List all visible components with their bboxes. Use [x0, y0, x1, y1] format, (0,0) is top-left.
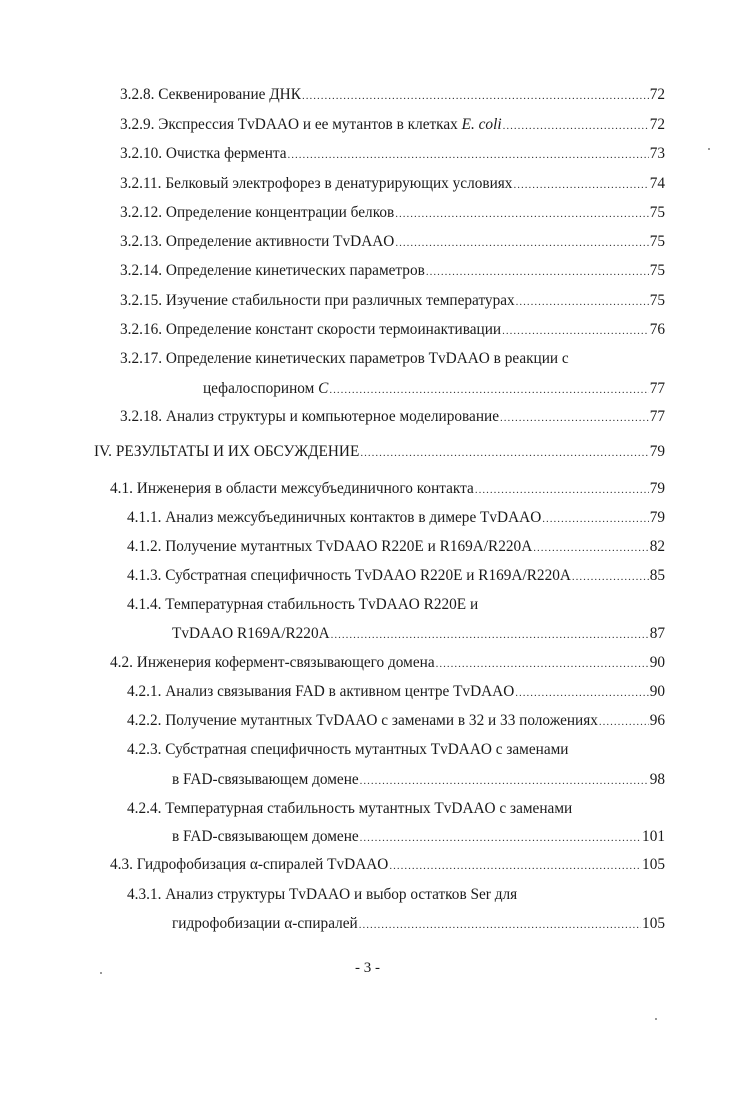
dot-leader — [500, 408, 649, 428]
entry-page: 101 — [642, 828, 665, 845]
toc-entry-continuation — [172, 624, 665, 644]
dot-leader — [360, 443, 648, 463]
entry-page: 82 — [649, 538, 665, 555]
dot-leader — [599, 712, 649, 732]
toc-entry — [127, 595, 665, 615]
entry-page: 105 — [642, 856, 665, 873]
entry-title: 4.2.2. Получение мутантных TvDAAO с заменами в 32 и 33 положениях — [127, 712, 598, 729]
toc-entry — [127, 740, 665, 760]
scan-speck — [100, 972, 102, 974]
toc-entry — [127, 508, 665, 528]
toc-entry-continuation — [203, 379, 665, 399]
entry-page: 105 — [642, 915, 665, 932]
dot-leader — [475, 480, 649, 500]
entry-page: 96 — [649, 712, 665, 729]
toc-section — [110, 653, 665, 673]
toc-section — [110, 855, 665, 875]
toc-entry — [127, 711, 665, 731]
toc-entry — [120, 203, 665, 223]
entry-title: 3.2.8. Секвенирование ДНК — [120, 86, 301, 103]
toc-entry — [120, 349, 665, 369]
toc-entry — [120, 291, 665, 311]
dot-leader — [360, 771, 649, 791]
scan-speck — [655, 1018, 657, 1020]
entry-title: 4.1.1. Анализ межсубъединичных контактов в димере TvDAAO — [127, 509, 542, 526]
toc-entry-continuation — [172, 914, 665, 934]
toc-entry — [127, 566, 665, 586]
entry-title: 4.2.3. Субстратная специфичность мутантных TvDAAO с заменами — [127, 741, 569, 758]
entry-page: 85 — [649, 567, 665, 584]
entry-title: 4.1.2. Получение мутантных TvDAAO R220E и R169A/R220A — [127, 538, 533, 555]
toc-entry — [120, 174, 665, 194]
toc-entry — [127, 537, 665, 557]
dot-leader — [513, 175, 648, 195]
dot-leader — [503, 116, 649, 136]
toc-entry — [127, 799, 665, 819]
dot-leader — [515, 683, 648, 703]
entry-page: 75 — [649, 233, 665, 250]
entry-page: 79 — [649, 509, 665, 526]
dot-leader — [288, 145, 649, 165]
entry-title: 3.2.15. Изучение стабильности при различных температурах — [120, 292, 515, 309]
entry-title: IV. РЕЗУЛЬТАТЫ И ИХ ОБСУЖДЕНИЕ — [94, 443, 360, 460]
dot-leader — [302, 86, 649, 106]
scan-speck — [708, 148, 710, 150]
entry-page: 75 — [649, 292, 665, 309]
dot-leader — [542, 509, 648, 529]
entry-title: 3.2.13. Определение активности TvDAAO — [120, 233, 395, 250]
entry-page: 98 — [649, 771, 665, 788]
entry-title: 4.2.1. Анализ связывания FAD в активном центре TvDAAO — [127, 683, 515, 700]
dot-leader — [360, 828, 641, 848]
dot-leader — [389, 856, 641, 876]
entry-title: 4.3.1. Анализ структуры TvDAAO и выбор остатков Ser для — [127, 886, 518, 903]
entry-title: 4.2.4. Температурная стабильность мутантных TvDAAO с заменами — [127, 800, 573, 817]
entry-page: 75 — [649, 204, 665, 221]
dot-leader — [331, 625, 649, 645]
dot-leader — [395, 233, 648, 253]
dot-leader — [516, 292, 649, 312]
entry-title: 4.3. Гидрофобизация α-спиралей TvDAAO — [110, 856, 389, 873]
toc-entry-continuation — [172, 827, 665, 847]
entry-title: 3.2.12. Определение концентрации белков — [120, 204, 395, 221]
entry-title: 3.2.10. Очистка фермента — [120, 145, 287, 162]
entry-page: 73 — [649, 145, 665, 162]
entry-title: в FAD-связывающем домене — [172, 771, 359, 788]
entry-title: 3.2.14. Определение кинетических параметров — [120, 262, 425, 279]
entry-title: 3.2.17. Определение кинетических параметров TvDAAO в реакции с — [120, 350, 569, 367]
toc-entry — [120, 85, 665, 105]
toc-entry-continuation — [172, 770, 665, 790]
entry-title: 3.2.9. Экспрессия TvDAAO и ее мутантов в клетках E. coli — [120, 116, 502, 133]
entry-page: 87 — [649, 625, 665, 642]
dot-leader — [572, 567, 649, 587]
entry-page: 90 — [649, 683, 665, 700]
dot-leader — [436, 654, 649, 674]
dot-leader — [502, 321, 649, 341]
entry-page: 72 — [649, 116, 665, 133]
entry-page: 72 — [649, 86, 665, 103]
dot-leader — [395, 204, 648, 224]
entry-title: цефалоспорином C — [203, 380, 329, 397]
dot-leader — [329, 380, 648, 400]
toc-entry — [120, 320, 665, 340]
toc-entry — [127, 885, 665, 905]
toc-entry — [120, 144, 665, 164]
toc-section — [110, 479, 665, 499]
entry-page: 77 — [649, 408, 665, 425]
toc-chapter — [94, 442, 665, 462]
entry-title: 4.1.3. Субстратная специфичность TvDAAO R220E и R169A/R220A — [127, 567, 571, 584]
toc-entry — [120, 115, 665, 135]
entry-title: TvDAAO R169A/R220A — [172, 625, 330, 642]
entry-page: 79 — [649, 480, 665, 497]
entry-page: 90 — [649, 654, 665, 671]
entry-page: 79 — [649, 443, 665, 460]
entry-title: 3.2.18. Анализ структуры и компьютерное моделирование — [120, 408, 500, 425]
entry-title: в FAD-связывающем домене — [172, 828, 359, 845]
entry-title: 4.1. Инженерия в области межсубъединичного контакта — [110, 480, 474, 497]
dot-leader — [533, 538, 648, 558]
dot-leader — [359, 915, 641, 935]
entry-title: 3.2.16. Определение констант скорости термоинактивации — [120, 321, 502, 338]
entry-page: 74 — [649, 175, 665, 192]
entry-title: 3.2.11. Белковый электрофорез в денатурирующих условиях — [120, 175, 513, 192]
toc-entry — [120, 232, 665, 252]
entry-title: 4.1.4. Температурная стабильность TvDAAO R220E и — [127, 596, 479, 613]
toc-entry — [120, 407, 665, 427]
dot-leader — [426, 262, 649, 282]
entry-page: 75 — [649, 262, 665, 279]
entry-title: гидрофобизации α-спиралей — [172, 915, 358, 932]
entry-page: 77 — [649, 380, 665, 397]
entry-title: 4.2. Инженерия кофермент-связывающего домена — [110, 654, 435, 671]
entry-page: 76 — [649, 321, 665, 338]
page-number: - 3 - — [355, 960, 380, 976]
toc-entry — [127, 682, 665, 702]
toc-entry — [120, 261, 665, 281]
